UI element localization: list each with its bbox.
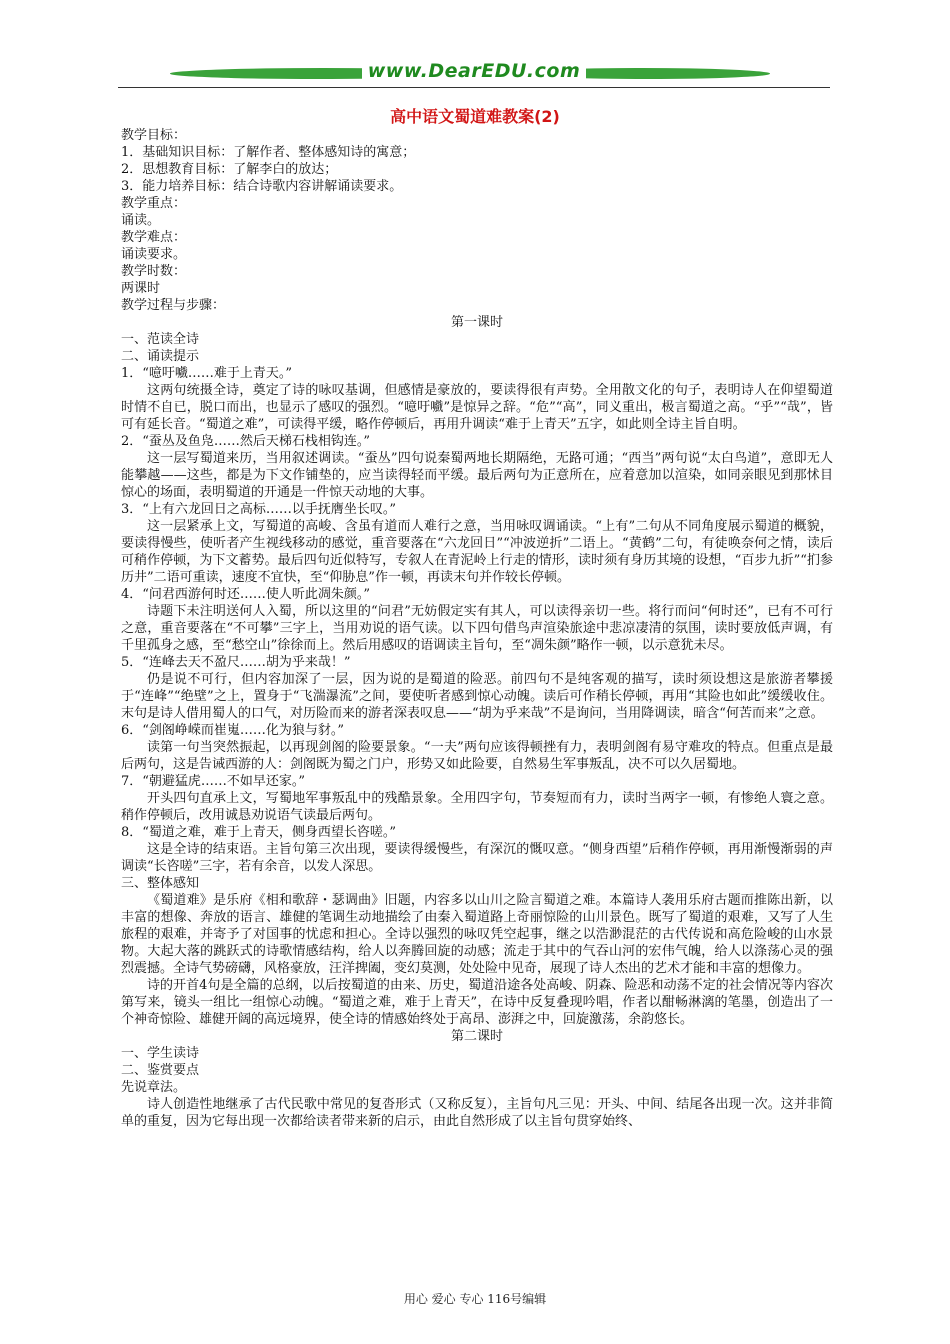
body-paragraph: 诗题下未注明送何人入蜀，所以这里的“问君”无妨假定实有其人，可以读得亲切一些。将行而问“何时还”，已有不可行之意，重音要落在“不可攀”三字上，当用劝说的语气读。以下四句借鸟声渲染旅途中悲凉凄清的氛围，读时要放低声调，有千里孤身之感，至“愁空山”徐徐而上。然后用感叹的语调读主旨句，至“凋朱颜”略作一顿，以示意犹未尽。 bbox=[121, 604, 833, 653]
header-rule bbox=[118, 87, 830, 88]
document-title: 高中语文蜀道难教案(2) bbox=[390, 107, 560, 126]
text-line: 4．“问君西游何时还……使人听此凋朱颜。” bbox=[121, 587, 371, 602]
body-paragraph: 开头四句直承上文，写蜀地军事叛乱中的残酷景象。全用四字句，节奏短而有力，读时当两字一顿，有惨绝人寰之意。稍作停顿后，改用诚恳劝说语气读最后两句。 bbox=[121, 791, 833, 823]
body-paragraph: 这是全诗的结束语。主旨句第三次出现，要读得缓慢些，有深沉的慨叹意。“侧身西望”后稍作停顿，再用渐慢渐弱的声调读“长咨嗟”三字，若有余音，以发人深思。 bbox=[121, 842, 833, 874]
text-line: 一、范读全诗 bbox=[121, 332, 200, 347]
section-heading: 第二课时 bbox=[450, 1029, 503, 1044]
text-line: 2．“蚕丛及鱼凫……然后天梯石栈相钩连。” bbox=[121, 434, 371, 449]
body-paragraph: 读第一句当突然振起，以再现剑阁的险要景象。“一夫”两句应该得顿挫有力，表明剑阁有易守难攻的特点。但重点是最后两句，这是告诫西游的人：剑阁既为蜀之门户，形势又如此险要，自然易生军事叛乱，决不可以久居蜀地。 bbox=[121, 740, 833, 772]
text-line: 1．“噫吁嚱……难于上青天。” bbox=[121, 366, 293, 381]
text-line: 诵读。 bbox=[121, 213, 161, 228]
text-line: 两课时 bbox=[121, 281, 161, 296]
text-line: 三、整体感知 bbox=[121, 876, 200, 891]
body-paragraph: 诗的开首4句是全篇的总纲，以后按蜀道的由来、历史，蜀道沿途各处高峻、阴森、险恶和动荡不定的社会情况等内容次第写来，镜头一组比一组惊心动魄。“蜀道之难，难于上青天”，在诗中反复叠现吟唱，作者以酣畅淋漓的笔墨，创造出了一个神奇惊险、雄健开阔的高远境界，使全诗的情感始终处于高昂、澎湃之中，回旋激荡，余韵悠长。 bbox=[121, 978, 833, 1027]
text-line: 先说章法。 bbox=[121, 1080, 187, 1095]
text-line: 诵读要求。 bbox=[121, 247, 187, 262]
text-line: 3．“上有六龙回日之高标……以手抚膺坐长叹。” bbox=[121, 502, 397, 517]
text-line: 教学目标： bbox=[121, 128, 187, 143]
site-logo[interactable]: www.DearEDU.com bbox=[118, 60, 830, 82]
body-paragraph: 这一层紧承上文，写蜀道的高峻、含虽有道而人难行之意，当用咏叹调诵读。“上有”二句从不同角度展示蜀道的概貌，要读得慢些，使听者产生视线移动的感觉，重音要落在“六龙回日”“冲波逆折”二语上。“黄鹤”二句，有徒唤奈何之情，读后可稍作停顿，为下文蓄势。最后四句近似特写，专叙人在青泥岭上行走的情形，读时须有身历其境的设想，“百步九折”“扪参历井”二语可重读，速度不宜快，至“仰胁息”作一顿，再读末句并作较长停顿。 bbox=[121, 519, 833, 585]
text-line: 二、鉴赏要点 bbox=[121, 1063, 200, 1078]
body-paragraph: 仍是说不可行，但内容加深了一层，因为说的是蜀道的险恶。前四句不是纯客观的描写，读时须设想这是旅游者攀援于“连峰”“绝壁”之上，置身于“飞湍瀑流”之间，要使听者感到惊心动魄。读后可作稍长停顿，再用“其险也如此”缓缓收住。末句是诗人借用蜀人的口气，对历险而来的游者深表叹息——“胡为乎来哉”不是询问，当用降调读，暗含“何苦而来”之意。 bbox=[121, 672, 833, 721]
text-line: 5．“连峰去天不盈尺……胡为乎来哉！” bbox=[121, 655, 351, 670]
text-line: 教学重点： bbox=[121, 196, 187, 211]
section-heading: 第一课时 bbox=[450, 315, 503, 330]
text-line: 教学难点： bbox=[121, 230, 187, 245]
page-footer: 用心 爱心 专心 116号编辑 bbox=[403, 1292, 547, 1306]
text-line: 教学过程与步骤： bbox=[121, 298, 226, 313]
body-paragraph: 《蜀道难》是乐府《相和歌辞・瑟调曲》旧题，内容多以山川之险言蜀道之难。本篇诗人袭用乐府古题而推陈出新，以丰富的想像、奔放的语言、雄健的笔调生动地描绘了由秦入蜀道路上奇丽惊险的山川景色。既写了蜀道的艰难，又写了人生旅程的艰难，并寄予了对国事的忧虑和担心。全诗以强烈的咏叹凭空起事，继之以浩渺混茫的古代传说和高危险峻的山水景物。大起大落的跳跃式的诗歌情感结构，给人以奔腾回旋的动感；流走于其中的气吞山河的宏伟气魄，给人以涤荡心灵的强烈震撼。全诗气势磅礴，风格豪放，汪洋捭阖，变幻莫测，处处险中见奇，展现了诗人杰出的艺术才能和丰富的想像力。 bbox=[121, 893, 833, 976]
text-line: 教学时数： bbox=[121, 264, 187, 279]
document-body bbox=[121, 127, 833, 1130]
body-paragraph: 诗人创造性地继承了古代民歌中常见的复沓形式（又称反复），主旨句凡三见：开头、中间、结尾各出现一次。这并非简单的重复，因为它每出现一次都给读者带来新的启示，由此自然形成了以主旨句贯穿始终、 bbox=[121, 1097, 833, 1129]
text-line: 1．基础知识目标：了解作者、整体感知诗的寓意； bbox=[121, 145, 416, 160]
text-line: 6．“剑阁峥嵘而崔嵬……化为狼与豺。” bbox=[121, 723, 345, 738]
text-line: 2．思想教育目标：了解李白的放达； bbox=[121, 162, 338, 177]
site-header bbox=[118, 60, 830, 96]
text-line: 7．“朝避猛虎……不如早还家。” bbox=[121, 774, 306, 789]
text-line: 一、学生读诗 bbox=[121, 1046, 200, 1061]
text-line: 8．“蜀道之难，难于上青天，侧身西望长咨嗟。” bbox=[121, 825, 397, 840]
text-line: 3．能力培养目标：结合诗歌内容讲解诵读要求。 bbox=[121, 179, 403, 194]
body-paragraph: 这两句统摄全诗，奠定了诗的咏叹基调，但感情是豪放的，要读得很有声势。全用散文化的句子，表明诗人在仰望蜀道时情不自已，脱口而出，也显示了感叹的强烈。“噫吁嚱”是惊异之辞。“危”“高”，同义重出，极言蜀道之高。“乎”“哉”，皆可有延长音。“蜀道之难”，可读得平缓，略作停顿后，再用升调读“难于上青天”五字，如此则全诗主旨自明。 bbox=[121, 383, 833, 432]
body-paragraph: 这一层写蜀道来历，当用叙述调读。“蚕丛”四句说秦蜀两地长期隔绝，无路可通；“西当”两句说“太白鸟道”，意即无人能攀越——这些，都是为下文作铺垫的，应当读得轻而平缓。最后两句为正意所在，应着意加以渲染，如同亲眼见到那怵目惊心的场面，表明蜀道的开通是一件惊天动地的大事。 bbox=[121, 451, 833, 500]
text-line: 二、诵读提示 bbox=[121, 349, 200, 364]
